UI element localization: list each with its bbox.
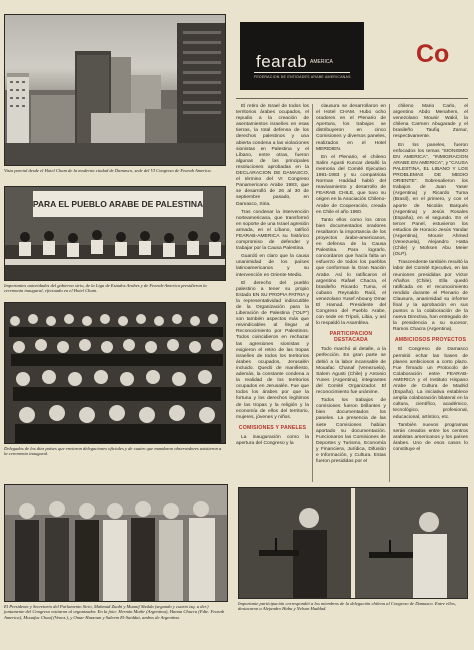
logo-rule [254,72,350,73]
article-paragraph: Tanto ellos como los otros bien documentados oradores resaltaron la importancia de los proyectos árabe-americanos, en defensa de la Causa Palestina. Para lograrlo, concordaron que hacía falta un esfuerzo de todos los pueblos que conforman la Gran Nación Arabe. Así lo ratificaron el argentino Rafael Chacra, el brasileño Ricardo Tuma, el cubano Reynaldo Raúl, el venezolano Yusef Abouny Omar El Hamad. Presidente del Congreso del Pueblo Arabe, con sede en Trípoli, Libia, y así lo respaldó la Asamblea. [316,217,386,327]
speakers-illustration [239,488,468,599]
article-paragraph: El retiro de Israel de todos los territorios árabes ocupados, el repudio a la creación de asentamientos israelíes en esas tierras, la total defensa de los derechos palestinos y una abierta condena a las violaciones sionistas en Palestina y el Líbano, entre otras, fueron algunas de las principales resoluciones aprobadas en la DECLARACION DE DAMASCO, el término del VI Congreso Panamericano Arabe 1983, que se desarrolló de 26 al 30 de septiembre pasado, en Damasco, Siria. [236,104,309,207]
caption-parliament: El Presidente y Secretario del Parlamento Sirio, Mahmud Zuabi y Muanif Shalda (segundo y cuarto izq. a der.) juntamente del Congreso visitaron al organizador. En la foto: Hernán Muñir (Argentina), Hanna Chacra (Fdte. Fearab America), Mouafac Chauf (Venez.), y Omar Hazzoun y Saleem El-Saiddat, ambos de Argentina. [4,604,225,620]
article-paragraph: En los paneles, fueron enfocados los temas "SIONISMO EN AMERICA", "INMIGRACION ARABE EN AMERICA", y "CAUSA PALESTINA, EL LIBANO Y LOS PROBLEMAS DE MEDIO ORIENTE". Sobresalieron los trabajos de Juan Yaser (Argentina) y Ricardo Tuma (Brasil), en el primero, y con el aporte de Nicolás Barqués (Argentina) y Jesús Rosales (España), en el segundo. En el tercer Panel, estuvieron los estudios de Horacio Jesús Yandar (Argentina), Mounir Ahmed (Venezuela), Alejandro Hatta (Chile) y Mohsen Abu Meier (OLP). [393,142,468,258]
article-paragraph: Trascendente también resultó la labor del Comité Ejecutivo, en las reuniones presididas por Victor Añaños (Chile). Ella quedó ratificada en el reconocimiento rendido durante el Plenario de Clausura, ananimidad su informe final y la aprobación en sus puntos a la colaboración de la nueva Directiva, han entregado de la presidencia a su sucesor, Ramos Chacra (Argentina). [393,260,468,333]
article-paragraph: El Congreso de Damasco permitió echar las bases de planes ambiciosos a corto plazo. Fue firmado un Protocolo de Colaboración entre FEARAB-AMERICA y el Instituto Hispano Arabe de Cultura de Madrid (España). La iniciativa establece amplia colaboración bilateral en la cultura, científico, académico, tecnológico, profesional, educacional, artístico, etc. [393,347,468,420]
inauguration-illustration [5,187,226,281]
group-illustration [5,485,228,602]
header-rule [236,98,468,99]
section-heading-ambiciosos: AMBICIOSOS PROYECTOS [394,337,467,344]
section-heading-comisiones: COMISIONES Y PANELES [238,424,307,431]
audience-illustration [5,303,226,444]
article-paragraph: Todos los trabajos de comisiones fueron brillantes y bien documentados los paneles. La presencia de las siete Comisiones habían aportado su documentación. Funcionaron las Comisiones de Deportes y Turismo, Economía y Financiera, Jurídica, Difusión e Información, y Cultura. Estas fueron presididas por el [316,398,386,465]
article-paragraph: El derecho del pueblo palestino a tener su propio Estado EN SU PROPIA PATRIA y la representatividad indiscutible de la Organización para la Liberación de Palestina ("OLP") son también aspectos más que reivindicables al llegar al Reconocimiento por Palestinos. Todos coincidieron en rechazar las agresiones sionistas y exigieron el retiro de las tropas israelíes de todos los territorios árabes ocupados, Jerusalén incluido. Quedó de manifiesto, además, la constante condena a la realidad de los territorios ocupados en Jerusalén. Fue que todos los árabes por que la fortuna y los derechos legítimos de las tropas y la religión y la economía de ellos del territorio, mujeres, jóvenes y niños. [236,280,309,420]
inauguration-banner: PARA EL PUEBLO ARABE DE PALESTINA [32,199,204,209]
caption-authorities: Importantes autoridades del gobierno sirio, de la Liga de Estados Arabes y de Fearab-America presidieron la ceremonia inaugural, efectuada en el Hotel Cham. [4,283,207,294]
caption-chilean: Importante participación correspondió a los miembros de la delegación chilena al Congreso de Damasco. Entre ellos, destacaron a Alejandro Haba y Nelson Haddad. [238,601,456,612]
photo-inauguration-authorities [4,186,226,281]
article-paragraph: La inauguración como la apertura del Congreso y la [236,434,309,446]
photo-chilean-delegation [238,487,468,599]
article-column-1 [236,104,309,449]
caption-delegates: Delegados de los diez países que enviaron delegaciones oficiales y de cuatro que mandaron observadores asistieron a la ceremonia inaugural. [4,446,222,457]
city-skyline-illustration [5,15,226,166]
photo-parliament-group [4,484,228,602]
article-column-2 [316,104,386,467]
article-paragraph: clausura se desarrollaron en el Hotel CHAM. Hubo ocho oradores en el Plenario de Apertura, los trabajos se distribuyeron en cinco Comisiones y diversos paneles, realizados en el Hotel MERIDIEN. [316,104,386,152]
article-paragraph: Guardó en claro que la causa unanimidad de los países latinoamericanos y su intervención en Oriente Medio. [236,254,309,278]
photo-delegates-audience [4,302,226,444]
article-paragraph: También nuevos programas serán creados entre los centros arabistas americanos y los países árabes. Uno de esos casos lo constituye el [393,422,468,452]
logo-word: fearab [256,52,308,71]
photo-damascus-city [4,14,226,166]
article-paragraph: chileno Mario Carlo, el argentino Abdo Menahem, el venezolano Mounir Wakil, la chilena Carmen Abugarade y el brasileño Taufiq Zamur, respectivamente. [393,104,468,140]
article-paragraph: Tras condenar la intervención norteamericana, que transformó en soporte de una Israel agresión armada, en el Líbano, ratificó FEARAB-AMERICA su histórico compromiso de defender y trabajar por la Causa Palestina. [236,209,309,252]
column-rule-1 [312,104,313,482]
logo-sub: AMERICA [310,59,333,65]
fearab-logo [240,22,364,90]
headline-fragment: Co [416,40,450,68]
article-column-3 [393,104,468,455]
section-heading-participacion: PARTICIPACION DESTACADA [329,331,373,344]
logo-federation: FEDERACION DE ENTIDADES ARABE AMERICANAS [254,75,351,79]
article-paragraph: Todo marchó al detalle, a la perfección. En gran parte se debió a la labor incansable de Mouafac Chanaf (Venezuela), Salem Agusti (Chile) y Antonio Yunes (Argentina), integrantes del Comité Organizador. El reconocimiento fue unánime. [316,347,386,396]
caption-damascus: Vista parcial desde el Hotel Cham de la moderna ciudad de Damasco, sede del VI Congreso de Fearab America. [4,168,212,173]
article-paragraph: En el Plenario, el chileno Salim Agusti Kuncar detalló la memoria del Comité Ejecutivo 1981-1983 y su compatriota Norman Haddad habló del reavivamiento y desarrollo de FEARAB CHILE, que tuvo su origen en la Asociación Chileno-Arabe de Cooperación, creada en Chile el año 1960. [316,154,386,215]
column-rule-2 [389,104,390,482]
